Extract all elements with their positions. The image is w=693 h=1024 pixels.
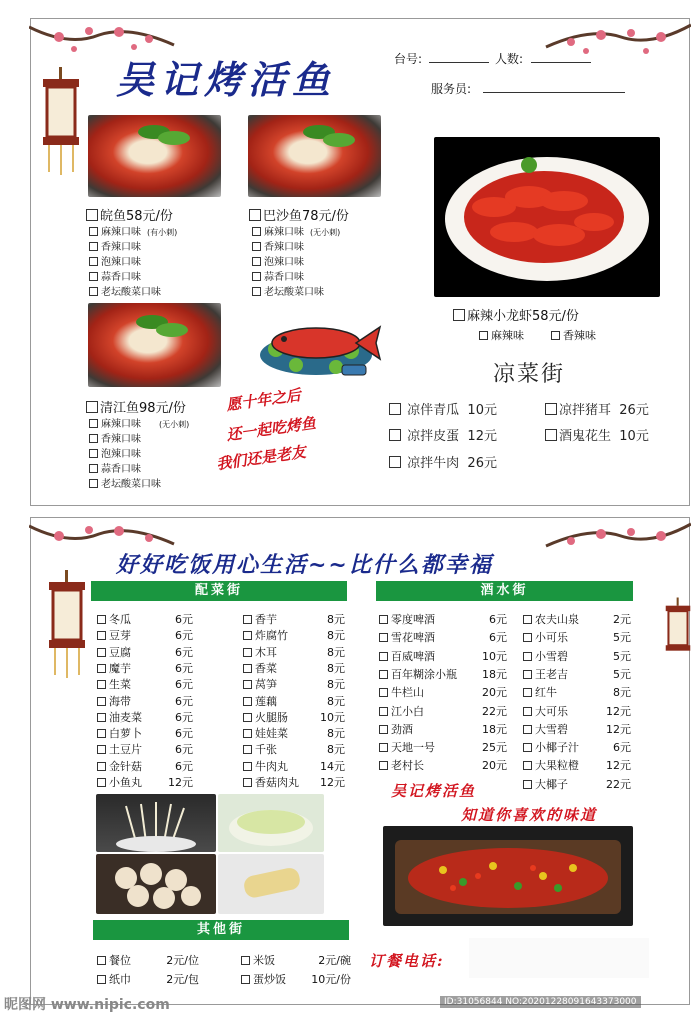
- checkbox[interactable]: [243, 729, 252, 738]
- slogan-line: 愿十年之后: [225, 385, 302, 415]
- item-price: 6元: [175, 661, 193, 675]
- item-name: 大可乐: [535, 704, 568, 718]
- menu-item-row[interactable]: [379, 611, 507, 627]
- item-price: 6元: [175, 678, 193, 692]
- flavor-option[interactable]: 香辣味: [551, 328, 596, 343]
- other-item[interactable]: 蛋炒饭 10元/份: [241, 971, 351, 987]
- item-name: 香菜: [255, 661, 277, 675]
- checkbox[interactable]: [97, 729, 106, 738]
- item-price: 20元: [482, 686, 507, 700]
- menu-item-row[interactable]: [523, 666, 631, 682]
- flavor-option[interactable]: 麻辣口味 (无小刺): [89, 417, 189, 432]
- item-name: 大果粒橙: [535, 759, 579, 773]
- menu-item-row[interactable]: [379, 739, 507, 755]
- checkbox[interactable]: [523, 780, 532, 789]
- dish-title-crayfish[interactable]: 麻辣小龙虾58元/份: [453, 305, 579, 324]
- item-name: 天地一号: [391, 741, 435, 755]
- flavor-option[interactable]: 泡辣口味: [252, 255, 304, 270]
- item-name: 炸腐竹: [255, 629, 288, 643]
- menu-item-row[interactable]: [243, 611, 345, 627]
- checkbox[interactable]: [243, 745, 252, 754]
- item-name: 小雪碧: [535, 649, 568, 663]
- menu-item-row[interactable]: [243, 693, 345, 709]
- item-name: 红牛: [535, 686, 557, 700]
- item-price: 6元: [175, 743, 193, 757]
- checkbox[interactable]: [243, 680, 252, 689]
- waiter-field[interactable]: [483, 81, 625, 93]
- menu-item-row[interactable]: [523, 648, 631, 664]
- menu-item-row[interactable]: [523, 776, 631, 792]
- cold-dish-item[interactable]: 凉伴青瓜 10元: [389, 399, 497, 418]
- item-name: 生菜: [109, 678, 131, 692]
- flavor-option[interactable]: 香辣口味: [89, 240, 141, 255]
- menu-item-row[interactable]: [379, 629, 507, 645]
- checkbox[interactable]: [453, 309, 465, 321]
- checkbox[interactable]: [97, 745, 106, 754]
- lantern-icon: [45, 570, 89, 680]
- checkbox[interactable]: [523, 633, 532, 642]
- checkbox[interactable]: [243, 615, 252, 624]
- item-price: 6元: [175, 759, 193, 773]
- menu-item-row[interactable]: [523, 721, 631, 737]
- item-name: 老村长: [391, 759, 424, 773]
- item-name: 莴笋: [255, 678, 277, 692]
- item-name: 雪花啤酒: [391, 631, 435, 645]
- item-price: 14元: [320, 759, 345, 773]
- item-name: 香菇肉丸: [255, 776, 299, 789]
- menu-item-row[interactable]: [523, 739, 631, 755]
- checkbox[interactable]: [243, 697, 252, 706]
- menu-item-row[interactable]: [379, 648, 507, 664]
- plum-blossom-decoration: [541, 17, 691, 77]
- item-price: 12元: [606, 759, 631, 773]
- flavor-option[interactable]: 蒜香口味: [89, 270, 141, 285]
- slogan-line: 我们还是老友: [215, 442, 307, 474]
- menu-item-row[interactable]: [97, 644, 193, 660]
- meatball-photo: [96, 854, 216, 914]
- item-price: 8元: [327, 727, 345, 741]
- item-name: 零度啤酒: [391, 613, 435, 626]
- item-name: 冬瓜: [109, 613, 131, 626]
- cold-dish-item[interactable]: 酒鬼花生 10元: [545, 425, 649, 444]
- item-price: 10元: [482, 649, 507, 663]
- item-price: 6元: [489, 613, 507, 626]
- item-name: 牛肉丸: [255, 759, 288, 773]
- item-price: 8元: [327, 613, 345, 626]
- cold-dishes-title: 凉菜街: [493, 362, 566, 387]
- slogan-line: 还一起吃烤鱼: [225, 413, 317, 445]
- item-price: 20元: [482, 759, 507, 773]
- cold-dish-item[interactable]: 凉拌皮蛋 12元: [389, 425, 497, 444]
- checkbox[interactable]: [379, 743, 388, 752]
- item-price: 6元: [175, 613, 193, 626]
- dish-title-wanyu[interactable]: 皖鱼58元/份: [86, 205, 173, 224]
- menu-item-row[interactable]: [97, 709, 193, 725]
- checkbox[interactable]: [523, 725, 532, 734]
- menu-item-row[interactable]: [379, 721, 507, 737]
- item-name: 大椰子: [535, 777, 568, 791]
- checkbox[interactable]: [97, 631, 106, 640]
- enoki-photo: [96, 794, 216, 852]
- menu-item-row[interactable]: [523, 703, 631, 719]
- checkbox[interactable]: [243, 648, 252, 657]
- item-price: 6元: [175, 710, 193, 724]
- checkbox[interactable]: [97, 762, 106, 771]
- lantern-icon: [39, 67, 83, 177]
- item-name: 百威啤酒: [391, 649, 435, 663]
- item-price: 18元: [482, 722, 507, 736]
- item-name: 江小白: [391, 704, 424, 718]
- checkbox[interactable]: [523, 615, 532, 624]
- checkbox[interactable]: [249, 209, 261, 221]
- flavor-option[interactable]: 香辣口味: [252, 240, 304, 255]
- flavor-option[interactable]: 麻辣口味 (无小刺): [252, 225, 340, 240]
- menu-item-row[interactable]: [379, 666, 507, 682]
- menu-item-row[interactable]: [243, 676, 345, 692]
- item-name: 百年糊涂小瓶: [391, 667, 457, 681]
- checkbox[interactable]: [379, 725, 388, 734]
- watermark-right: ID:31056844 NO:20201228091643373000: [440, 996, 641, 1008]
- crayfish-photo: [434, 137, 660, 297]
- side-dishes-header: 配菜街: [91, 581, 347, 601]
- lantern-icon: [663, 580, 693, 690]
- checkbox[interactable]: [523, 743, 532, 752]
- other-item[interactable]: 餐位 2元/位: [97, 952, 199, 968]
- item-price: 8元: [327, 629, 345, 643]
- checkbox[interactable]: [86, 209, 98, 221]
- checkbox[interactable]: [379, 707, 388, 716]
- item-name: 豆芽: [109, 629, 131, 643]
- table-number-field[interactable]: [429, 51, 489, 63]
- item-price: 8元: [613, 686, 631, 700]
- item-name: 油麦菜: [109, 710, 142, 724]
- item-price: 8元: [327, 743, 345, 757]
- menu-item-row[interactable]: [97, 741, 193, 757]
- item-price: 5元: [613, 667, 631, 681]
- item-name: 娃娃菜: [255, 727, 288, 741]
- menu-item-row[interactable]: [243, 758, 345, 774]
- plum-blossom-decoration: [541, 516, 691, 576]
- menu-item-row[interactable]: [243, 660, 345, 676]
- checkbox[interactable]: [97, 615, 106, 624]
- item-name: 木耳: [255, 645, 277, 659]
- menu-item-row[interactable]: [379, 757, 507, 773]
- item-price: 25元: [482, 741, 507, 755]
- item-price: 8元: [327, 694, 345, 708]
- grilled-fish-photo: [383, 826, 633, 926]
- item-price: 8元: [327, 645, 345, 659]
- cold-dish-item[interactable]: 凉拌牛肉 26元: [389, 452, 497, 471]
- item-price: 6元: [175, 694, 193, 708]
- item-price: 8元: [327, 661, 345, 675]
- item-name: 金针菇: [109, 759, 142, 773]
- checkbox[interactable]: [97, 680, 106, 689]
- checkbox[interactable]: [97, 697, 106, 706]
- watermark-left: 昵图网 www.nipic.com: [4, 997, 170, 1013]
- flavor-option[interactable]: 老坛酸菜口味: [252, 285, 324, 300]
- checkbox[interactable]: [97, 778, 106, 787]
- menu-panel-bottom: [30, 517, 690, 1005]
- checkbox[interactable]: [243, 631, 252, 640]
- checkbox[interactable]: [523, 707, 532, 716]
- item-name: 千张: [255, 743, 277, 757]
- menu-item-row[interactable]: [523, 629, 631, 645]
- fish-dish-photo: [88, 303, 221, 387]
- phone-number-field: [469, 938, 649, 978]
- item-price: 8元: [327, 678, 345, 692]
- menu-panel-top: [30, 18, 690, 506]
- item-price: 12元: [606, 704, 631, 718]
- flavor-option[interactable]: 麻辣味: [479, 328, 524, 343]
- item-price: 18元: [482, 667, 507, 681]
- menu-item-row[interactable]: [243, 725, 345, 741]
- item-price: 12元: [606, 722, 631, 736]
- item-name: 小可乐: [535, 631, 568, 645]
- checkbox[interactable]: [86, 401, 98, 413]
- item-name: 莲藕: [255, 694, 277, 708]
- menu-item-row[interactable]: [523, 757, 631, 773]
- drinks-header: 酒水街: [376, 581, 633, 601]
- menu-item-row[interactable]: [97, 774, 193, 790]
- menu-item-row[interactable]: [379, 703, 507, 719]
- people-count-field[interactable]: [531, 51, 591, 63]
- menu-item-row[interactable]: [97, 611, 193, 627]
- flavor-option[interactable]: 蒜香口味: [252, 270, 304, 285]
- checkbox[interactable]: [243, 762, 252, 771]
- item-name: 海带: [109, 694, 131, 708]
- item-price: 12元: [168, 776, 193, 789]
- flavor-option[interactable]: 香辣口味: [89, 432, 141, 447]
- flavor-option[interactable]: 老坛酸菜口味: [89, 285, 161, 300]
- menu-item-row[interactable]: [243, 709, 345, 725]
- item-name: 小鱼丸: [109, 776, 142, 789]
- checkbox[interactable]: [379, 761, 388, 770]
- menu-item-row[interactable]: [97, 660, 193, 676]
- item-name: 白萝卜: [109, 727, 142, 741]
- waiter-label: 服务员:: [431, 82, 472, 96]
- item-price: 6元: [489, 631, 507, 645]
- fish-dish-photo: [88, 115, 221, 197]
- item-name: 农夫山泉: [535, 613, 579, 626]
- menu-item-row[interactable]: [379, 684, 507, 700]
- checkbox[interactable]: [379, 688, 388, 697]
- item-price: 6元: [175, 645, 193, 659]
- checkbox[interactable]: [243, 778, 252, 787]
- item-name: 豆腐: [109, 645, 131, 659]
- cartoon-fish-icon: [256, 309, 386, 381]
- item-name: 火腿肠: [255, 710, 288, 724]
- flavor-option[interactable]: 麻辣口味 (有小刺): [89, 225, 177, 240]
- checkbox[interactable]: [523, 652, 532, 661]
- item-price: 10元: [320, 710, 345, 724]
- flavor-option[interactable]: 老坛酸菜口味: [89, 477, 161, 492]
- flavor-option[interactable]: 蒜香口味: [89, 462, 141, 477]
- item-price: 22元: [482, 704, 507, 718]
- menu-item-row[interactable]: [243, 627, 345, 643]
- cabbage-photo: [218, 794, 324, 852]
- cold-dish-item[interactable]: 凉拌猪耳 26元: [545, 399, 649, 418]
- item-price: 22元: [606, 777, 631, 791]
- banner-slogan: 好好吃饭用心生活~~比什么都幸福: [116, 552, 493, 578]
- menu-item-row[interactable]: [243, 774, 345, 790]
- checkbox[interactable]: [523, 688, 532, 697]
- dish-title-qingjiang[interactable]: 清江鱼98元/份: [86, 397, 186, 416]
- dish-title-basa[interactable]: 巴沙鱼78元/份: [249, 205, 349, 224]
- checkbox[interactable]: [97, 713, 106, 722]
- other-item[interactable]: 纸巾 2元/包: [97, 971, 199, 987]
- menu-item-row[interactable]: [523, 611, 631, 627]
- checkbox[interactable]: [379, 670, 388, 679]
- table-number-label: 台号:: [394, 52, 423, 66]
- item-price: 6元: [175, 727, 193, 741]
- menu-item-row[interactable]: [97, 693, 193, 709]
- checkbox[interactable]: [379, 633, 388, 642]
- menu-item-row[interactable]: [523, 684, 631, 700]
- people-count-label: 人数:: [495, 52, 524, 66]
- menu-item-row[interactable]: [97, 758, 193, 774]
- checkbox[interactable]: [243, 713, 252, 722]
- item-price: 12元: [320, 776, 345, 789]
- brand-slogan-line: 知道你喜欢的味道: [461, 806, 598, 824]
- menu-item-row[interactable]: [97, 676, 193, 692]
- item-name: 牛栏山: [391, 686, 424, 700]
- order-phone-label: 订餐电话:: [369, 952, 445, 970]
- item-price: 5元: [613, 649, 631, 663]
- checkbox[interactable]: [243, 664, 252, 673]
- item-name: 小椰子汁: [535, 741, 579, 755]
- flavor-option[interactable]: 泡辣口味: [89, 255, 141, 270]
- item-price: 6元: [613, 741, 631, 755]
- checkbox[interactable]: [97, 664, 106, 673]
- lotus-root-photo: [218, 854, 324, 914]
- flavor-option[interactable]: 泡辣口味: [89, 447, 141, 462]
- other-items-header: 其他街: [93, 920, 349, 940]
- checkbox[interactable]: [523, 670, 532, 679]
- item-name: 香芋: [255, 613, 277, 626]
- brand-slogan-line: 吴记烤活鱼: [391, 782, 477, 800]
- item-name: 王老吉: [535, 667, 568, 681]
- checkbox[interactable]: [379, 615, 388, 624]
- menu-item-row[interactable]: [97, 627, 193, 643]
- item-name: 魔芋: [109, 661, 131, 675]
- fish-dish-photo: [248, 115, 381, 197]
- item-name: 土豆片: [109, 743, 142, 757]
- item-name: 劲酒: [391, 722, 413, 736]
- other-item[interactable]: 米饭 2元/碗: [241, 952, 351, 968]
- menu-item-row[interactable]: [97, 725, 193, 741]
- checkbox[interactable]: [97, 648, 106, 657]
- restaurant-brand: 吴记烤活鱼: [116, 57, 337, 102]
- menu-item-row[interactable]: [243, 644, 345, 660]
- checkbox[interactable]: [379, 652, 388, 661]
- item-name: 大雪碧: [535, 722, 568, 736]
- item-price: 5元: [613, 631, 631, 645]
- menu-item-row[interactable]: [243, 741, 345, 757]
- item-price: 6元: [175, 629, 193, 643]
- checkbox[interactable]: [523, 761, 532, 770]
- item-price: 2元: [613, 613, 631, 626]
